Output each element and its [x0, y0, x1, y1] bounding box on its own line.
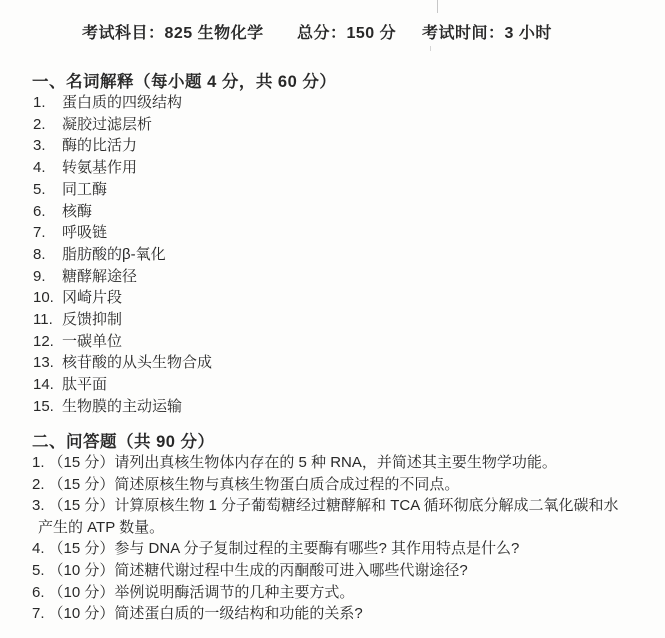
term-list — [33, 92, 212, 418]
term-item-3 — [33, 135, 212, 157]
question-item-1 — [32, 452, 638, 474]
question-text: （15 分）简述原核生物与真核生物蛋白质合成过程的不同点。 — [48, 475, 460, 493]
term-number: 6. — [33, 202, 46, 220]
term-item-2 — [33, 114, 212, 136]
term-item-13 — [33, 352, 212, 374]
term-number: 14. — [33, 376, 54, 394]
exam-total-score: 总分：150 分 — [297, 25, 397, 42]
term-text: 脂肪酸的β-氧化 — [62, 245, 166, 263]
question-number: 5. — [32, 561, 45, 579]
term-text: 肽平面 — [62, 376, 108, 394]
term-text: 一碳单位 — [62, 332, 123, 350]
term-item-1 — [33, 92, 212, 114]
term-number: 1. — [33, 94, 46, 111]
question-text: （15 分）计算原核生物 1 分子葡萄糖经过糖酵解和 TCA 循环彻底分解成二氧化碳和水 — [48, 497, 619, 515]
term-text: 反馈抑制 — [62, 311, 123, 329]
term-number: 10. — [33, 289, 54, 307]
section1-title: 一、名词解释（每小题 4 分，共 60 分） — [32, 73, 337, 91]
term-item-11 — [33, 309, 212, 331]
exam-header — [0, 20, 665, 42]
term-number: 3. — [33, 137, 46, 155]
term-item-10 — [33, 287, 212, 309]
question-text-continued: 产生的 ATP 数量。 — [38, 518, 165, 536]
term-text: 冈崎片段 — [62, 289, 123, 307]
question-number: 4. — [32, 540, 45, 558]
question-item-3 — [32, 495, 638, 538]
term-text: 呼吸链 — [62, 224, 108, 242]
question-item-2 — [32, 474, 638, 496]
term-number: 7. — [33, 224, 46, 242]
question-item-7 — [32, 603, 638, 625]
term-text: 核苷酸的从头生物合成 — [62, 354, 213, 372]
question-text: （10 分）简述蛋白质的一级结构和功能的关系? — [48, 605, 363, 623]
scan-artifact-dash — [430, 46, 431, 51]
term-number: 8. — [33, 245, 46, 263]
term-text: 凝胶过滤层析 — [62, 115, 153, 133]
question-text: （10 分）举例说明酶活调节的几种主要方式。 — [48, 583, 355, 601]
exam-subject: 考试科目：825 生物化学 — [82, 25, 264, 42]
term-item-15 — [33, 396, 212, 418]
question-list — [32, 452, 638, 625]
term-number: 5. — [33, 180, 46, 198]
term-item-5 — [33, 179, 212, 201]
term-item-14 — [33, 374, 212, 396]
term-text: 同工酶 — [62, 180, 108, 198]
term-item-7 — [33, 222, 212, 244]
question-number: 6. — [32, 583, 45, 601]
question-number: 1. — [32, 454, 45, 471]
term-number: 2. — [33, 115, 46, 133]
question-item-5 — [32, 560, 638, 582]
question-number: 3. — [32, 497, 45, 515]
term-text: 酶的比活力 — [62, 137, 138, 155]
term-text: 核酶 — [62, 202, 93, 220]
term-number: 9. — [33, 267, 46, 285]
term-text: 生物膜的主动运输 — [62, 397, 183, 415]
question-number: 2. — [32, 475, 45, 493]
term-item-4 — [33, 157, 212, 179]
scan-artifact-line — [437, 0, 438, 13]
section2-title: 二、问答题（共 90 分） — [32, 433, 215, 451]
term-number: 12. — [33, 332, 54, 350]
question-text: （15 分）参与 DNA 分子复制过程的主要酶有哪些? 其作用特点是什么? — [48, 540, 520, 558]
term-number: 11. — [33, 311, 53, 329]
term-text: 蛋白质的四级结构 — [62, 94, 183, 111]
term-item-8 — [33, 244, 212, 266]
question-text: （10 分）简述糖代谢过程中生成的丙酮酸可进入哪些代谢途径? — [48, 561, 468, 579]
question-item-6 — [32, 582, 638, 604]
term-item-12 — [33, 331, 212, 353]
term-item-6 — [33, 201, 212, 223]
question-item-4 — [32, 538, 638, 560]
exam-duration: 考试时间：3 小时 — [422, 25, 552, 42]
term-number: 15. — [33, 397, 54, 415]
question-number: 7. — [32, 605, 45, 623]
term-text: 转氨基作用 — [62, 159, 138, 177]
term-text: 糖酵解途径 — [62, 267, 138, 285]
term-number: 4. — [33, 159, 46, 177]
term-item-9 — [33, 266, 212, 288]
term-number: 13. — [33, 354, 54, 372]
question-text: （15 分）请列出真核生物体内存在的 5 种 RNA，并简述其主要生物学功能。 — [48, 454, 557, 471]
